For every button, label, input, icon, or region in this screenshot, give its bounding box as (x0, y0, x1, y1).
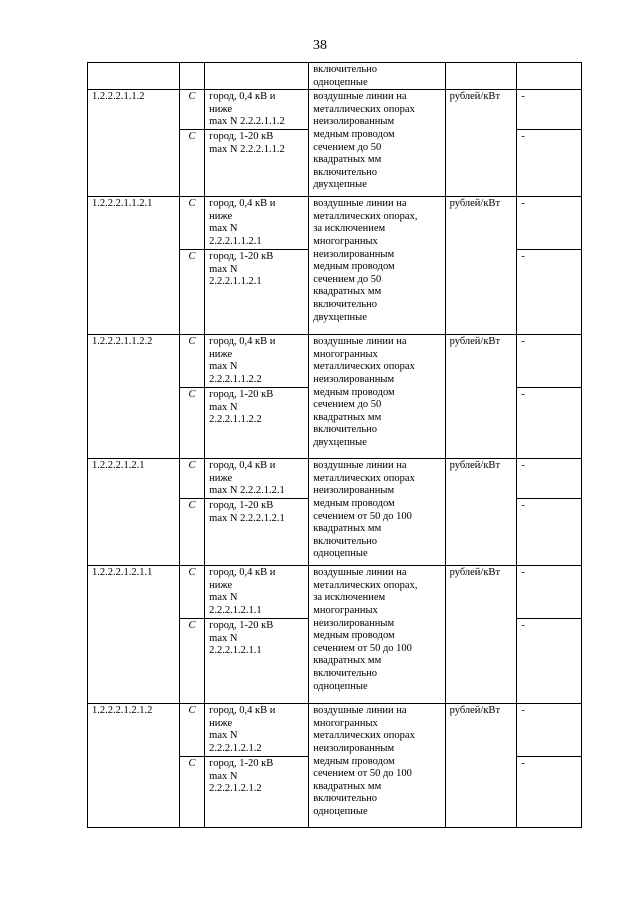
code-cell: 1.2.2.2.1.2.1.2 (88, 704, 180, 828)
description-text: включительно одноцепные (313, 64, 378, 88)
unit-cell: рублей/кВт (445, 704, 517, 828)
value-cell: - (517, 388, 582, 459)
letter-cell: C (179, 250, 204, 335)
condition-text: город, 0,4 кВ и ниже max N 2.2.2.1.1.2.1 (209, 198, 276, 247)
value-cell: - (517, 619, 582, 704)
description-text: воздушные линии на многогранных металлических опорах неизолированным медным проводом сечением от 50 до 100 квадратных мм включительно одноцепные (313, 705, 415, 817)
condition-cell (205, 757, 309, 828)
unit-cell: рублей/кВт (445, 197, 517, 335)
value-cell: - (517, 459, 582, 499)
description-text: воздушные линии на металлических опорах, за исключением многогранных неизолированным медным проводом сечением от 50 до 100 квадратных мм включительно одноцепные (313, 567, 418, 692)
condition-cell (205, 566, 309, 619)
table-row (88, 335, 582, 388)
unit-cell: рублей/кВт (445, 90, 517, 197)
table-row (88, 566, 582, 619)
letter-cell: C (179, 388, 204, 459)
code-cell: 1.2.2.2.1.2.1 (88, 459, 180, 566)
value-cell: - (517, 499, 582, 566)
code-cell: 1.2.2.2.1.1.2 (88, 90, 180, 197)
unit-cell (445, 63, 517, 90)
description-text: воздушные линии на металлических опорах неизолированным медным проводом сечением до 50 квадратных мм включительно двухцепные (313, 91, 415, 191)
description-cell (309, 90, 445, 197)
condition-cell (205, 499, 309, 566)
letter-cell (179, 63, 204, 90)
condition-text: город, 0,4 кВ и ниже max N 2.2.2.1.2.1 (209, 460, 285, 497)
value-cell: - (517, 335, 582, 388)
condition-text: город, 1-20 кВ max N 2.2.2.1.1.2.1 (209, 251, 274, 288)
condition-text: город, 1-20 кВ max N 2.2.2.1.1.2 (209, 131, 285, 155)
description-cell (309, 566, 445, 704)
letter-cell: C (179, 130, 204, 197)
description-cell (309, 459, 445, 566)
unit-cell: рублей/кВт (445, 459, 517, 566)
letter-cell: C (179, 499, 204, 566)
description-cell (309, 335, 445, 459)
condition-text: город, 1-20 кВ max N 2.2.2.1.1.2.2 (209, 389, 274, 426)
letter-cell: C (179, 335, 204, 388)
description-cell (309, 704, 445, 828)
condition-cell (205, 197, 309, 250)
condition-cell (205, 388, 309, 459)
condition-cell (205, 250, 309, 335)
condition-text: город, 0,4 кВ и ниже max N 2.2.2.1.1.2 (209, 91, 285, 128)
unit-cell: рублей/кВт (445, 566, 517, 704)
description-text: воздушные линии на металлических опорах неизолированным медным проводом сечением от 50 до 100 квадратных мм включительно одноцепные (313, 460, 415, 560)
condition-text: город, 0,4 кВ и ниже max N 2.2.2.1.2.1.1 (209, 567, 276, 616)
carry-over-row (88, 63, 582, 90)
description-cell (309, 197, 445, 335)
condition-text: город, 0,4 кВ и ниже max N 2.2.2.1.2.1.2 (209, 705, 276, 754)
table-row (88, 90, 582, 130)
condition-cell (205, 619, 309, 704)
condition-cell (205, 90, 309, 130)
value-cell: - (517, 566, 582, 619)
code-cell: 1.2.2.2.1.1.2.1 (88, 197, 180, 335)
table-row (88, 704, 582, 757)
table-row (88, 459, 582, 499)
page-number: 38 (313, 38, 327, 53)
unit-cell: рублей/кВт (445, 335, 517, 459)
condition-text: город, 1-20 кВ max N 2.2.2.1.2.1.1 (209, 620, 274, 657)
value-cell (517, 63, 582, 90)
letter-cell: C (179, 459, 204, 499)
condition-cell (205, 459, 309, 499)
value-cell: - (517, 197, 582, 250)
description-text: воздушные линии на металлических опорах, за исключением многогранных неизолированным медным проводом сечением до 50 квадратных мм включительно двухцепные (313, 198, 418, 323)
condition-cell (205, 335, 309, 388)
table-row (88, 197, 582, 250)
description-cell (309, 63, 445, 90)
condition-text: город, 0,4 кВ и ниже max N 2.2.2.1.1.2.2 (209, 336, 276, 385)
tariff-table (87, 62, 582, 828)
tariff-table-body (88, 63, 582, 828)
condition-text: город, 1-20 кВ max N 2.2.2.1.2.1 (209, 500, 285, 524)
value-cell: - (517, 130, 582, 197)
code-cell: 1.2.2.2.1.2.1.1 (88, 566, 180, 704)
letter-cell: C (179, 197, 204, 250)
letter-cell: C (179, 704, 204, 757)
letter-cell: C (179, 90, 204, 130)
condition-cell (205, 130, 309, 197)
letter-cell: C (179, 757, 204, 828)
value-cell: - (517, 90, 582, 130)
condition-cell (205, 63, 309, 90)
letter-cell: C (179, 619, 204, 704)
letter-cell: C (179, 566, 204, 619)
condition-text: город, 1-20 кВ max N 2.2.2.1.2.1.2 (209, 758, 274, 795)
code-cell (88, 63, 180, 90)
code-cell: 1.2.2.2.1.1.2.2 (88, 335, 180, 459)
description-text: воздушные линии на многогранных металлических опорах неизолированным медным проводом сечением до 50 квадратных мм включительно двухцепные (313, 336, 415, 448)
value-cell: - (517, 704, 582, 757)
condition-cell (205, 704, 309, 757)
value-cell: - (517, 250, 582, 335)
value-cell: - (517, 757, 582, 828)
